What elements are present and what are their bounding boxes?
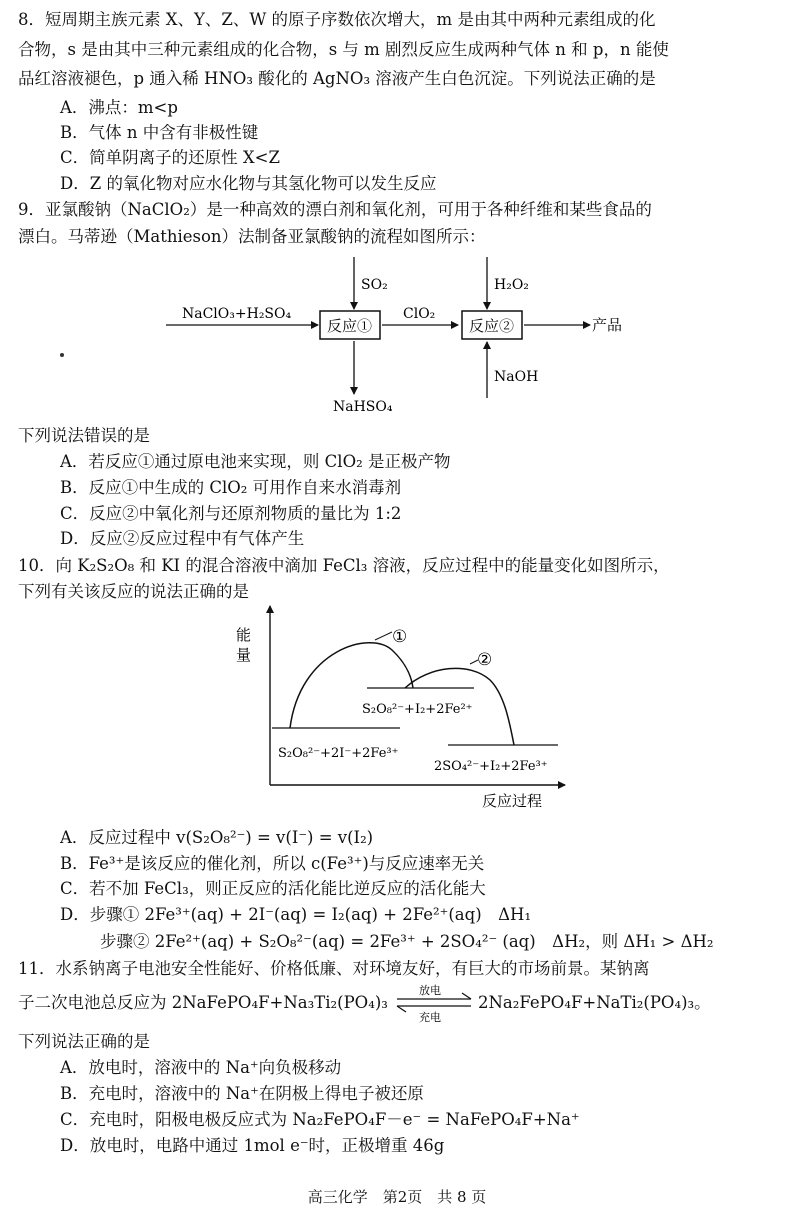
h2o2-label: H₂O₂ <box>494 277 529 293</box>
q11-line2-left: 子二次电池总反应为 2NaFePO₄F+Na₃Ti₂(PO₄)₃ <box>18 993 388 1012</box>
level-end-label: 2SO₄²⁻+I₂+2Fe³⁺ <box>434 759 548 774</box>
q8-line2: 合物，s 是由其中三种元素组成的化合物，s 与 m 剧烈反应生成两种气体 n 和 p，n 能使 <box>18 40 669 59</box>
q9-option-c: C．反应②中氧化剂与还原剂物质的量比为 1:2 <box>60 504 402 523</box>
product-label: 产品 <box>592 316 623 334</box>
level-start-label: S₂O₈²⁻+2I⁻+2Fe³⁺ <box>278 746 399 761</box>
q9-option-a: A．若反应①通过原电池来实现，则 ClO₂ 是正极产物 <box>60 452 451 471</box>
q11-option-a: A．放电时，溶液中的 Na⁺向负极移动 <box>60 1058 342 1077</box>
q9-option-d: D．反应②反应过程中有气体产生 <box>60 529 305 548</box>
q11-option-c: C．充电时，阳极电极反应式为 Na₂FePO₄F－e⁻ = NaFePO₄F+Na⁺ <box>60 1110 580 1129</box>
q10-line2: 下列有关该反应的说法正确的是 <box>18 582 249 601</box>
level-mid-label: S₂O₈²⁻+I₂+2Fe²⁺ <box>362 702 473 717</box>
clo2-label: ClO₂ <box>403 306 436 322</box>
q10-option-d-line2: 步骤② 2Fe²⁺(aq) + S₂O₈²⁻(aq) = 2Fe³⁺ + 2SO₄²⁻ (aq) ΔH₂，则 ΔH₁ > ΔH₂ <box>100 932 714 951</box>
q11-stem: 下列说法正确的是 <box>18 1032 150 1051</box>
q9-option-b: B．反应①中生成的 ClO₂ 可用作自来水消毒剂 <box>60 478 402 497</box>
q10-option-b: B．Fe³⁺是该反应的催化剂，所以 c(Fe³⁺)与反应速率无关 <box>60 854 485 873</box>
q11-option-b: B．充电时，溶液中的 Na⁺在阴极上得电子被还原 <box>60 1084 424 1103</box>
q10-line1: 10．向 K₂S₂O₈ 和 KI 的混合溶液中滴加 FeCl₃ 溶液，反应过程中的能量变化如图所示， <box>18 556 670 575</box>
so2-label: SO₂ <box>361 277 388 293</box>
q8-line3: 品红溶液褪色，p 通入稀 HNO₃ 酸化的 AgNO₃ 溶液产生白色沉淀。下列说法正确的是 <box>18 69 656 88</box>
y-axis-label-top: 能 <box>236 626 252 644</box>
reaction2-label: 反应② <box>469 317 515 335</box>
page-footer: 高三化学 第2页 共 8 页 <box>307 1188 487 1206</box>
q8-option-c: C．简单阴离子的还原性 X<Z <box>60 148 280 167</box>
q9-line1: 9．亚氯酸钠（NaClO₂）是一种高效的漂白剂和氧化剂，可用于各种纤维和某些食品的 <box>18 200 652 219</box>
q8-option-a: A．沸点：m<p <box>60 98 178 117</box>
q9-stem: 下列说法错误的是 <box>18 426 150 445</box>
naoh-label: NaOH <box>494 369 539 385</box>
q11-option-d: D．放电时，电路中通过 1mol e⁻时，正极增重 46g <box>60 1136 445 1155</box>
arrow-bottom-label: 充电 <box>419 1011 441 1024</box>
nahso4-label: NaHSO₄ <box>333 399 393 415</box>
q10-option-d: D．步骤① 2Fe³⁺(aq) + 2I⁻(aq) = I₂(aq) + 2Fe²⁺(aq) ΔH₁ <box>60 905 532 924</box>
q11-line1: 11．水系钠离子电池安全性能好、价格低廉、对环境友好，有巨大的市场前景。某钠离 <box>18 959 650 978</box>
q8-line1: 8．短周期主族元素 X、Y、Z、W 的原子序数依次增大，m 是由其中两种元素组成的化 <box>18 10 656 29</box>
q8-option-b: B．气体 n 中含有非极性键 <box>60 123 259 142</box>
q8-option-d: D．Z 的氧化物对应水化物与其氢化物可以发生反应 <box>60 174 437 193</box>
q10-option-c: C．若不加 FeCl₃，则正反应的活化能比逆反应的活化能大 <box>60 879 486 898</box>
arrow-top-label: 放电 <box>419 984 441 997</box>
reaction1-label: 反应① <box>327 317 373 335</box>
q11-line2-right: 2Na₂FePO₄F+NaTi₂(PO₄)₃。 <box>478 993 711 1012</box>
x-axis-label: 反应过程 <box>482 792 543 810</box>
q9-line2: 漂白。马蒂逊（Mathieson）法制备亚氯酸钠的流程如图所示： <box>18 227 486 246</box>
peak1-label: ① <box>392 627 408 647</box>
flow-input-label: NaClO₃+H₂SO₄ <box>182 306 292 322</box>
y-axis-label-bottom: 量 <box>236 646 252 664</box>
peak2-label: ② <box>477 650 493 670</box>
q10-option-a: A．反应过程中 v(S₂O₈²⁻) = v(I⁻) = v(I₂) <box>60 828 374 847</box>
